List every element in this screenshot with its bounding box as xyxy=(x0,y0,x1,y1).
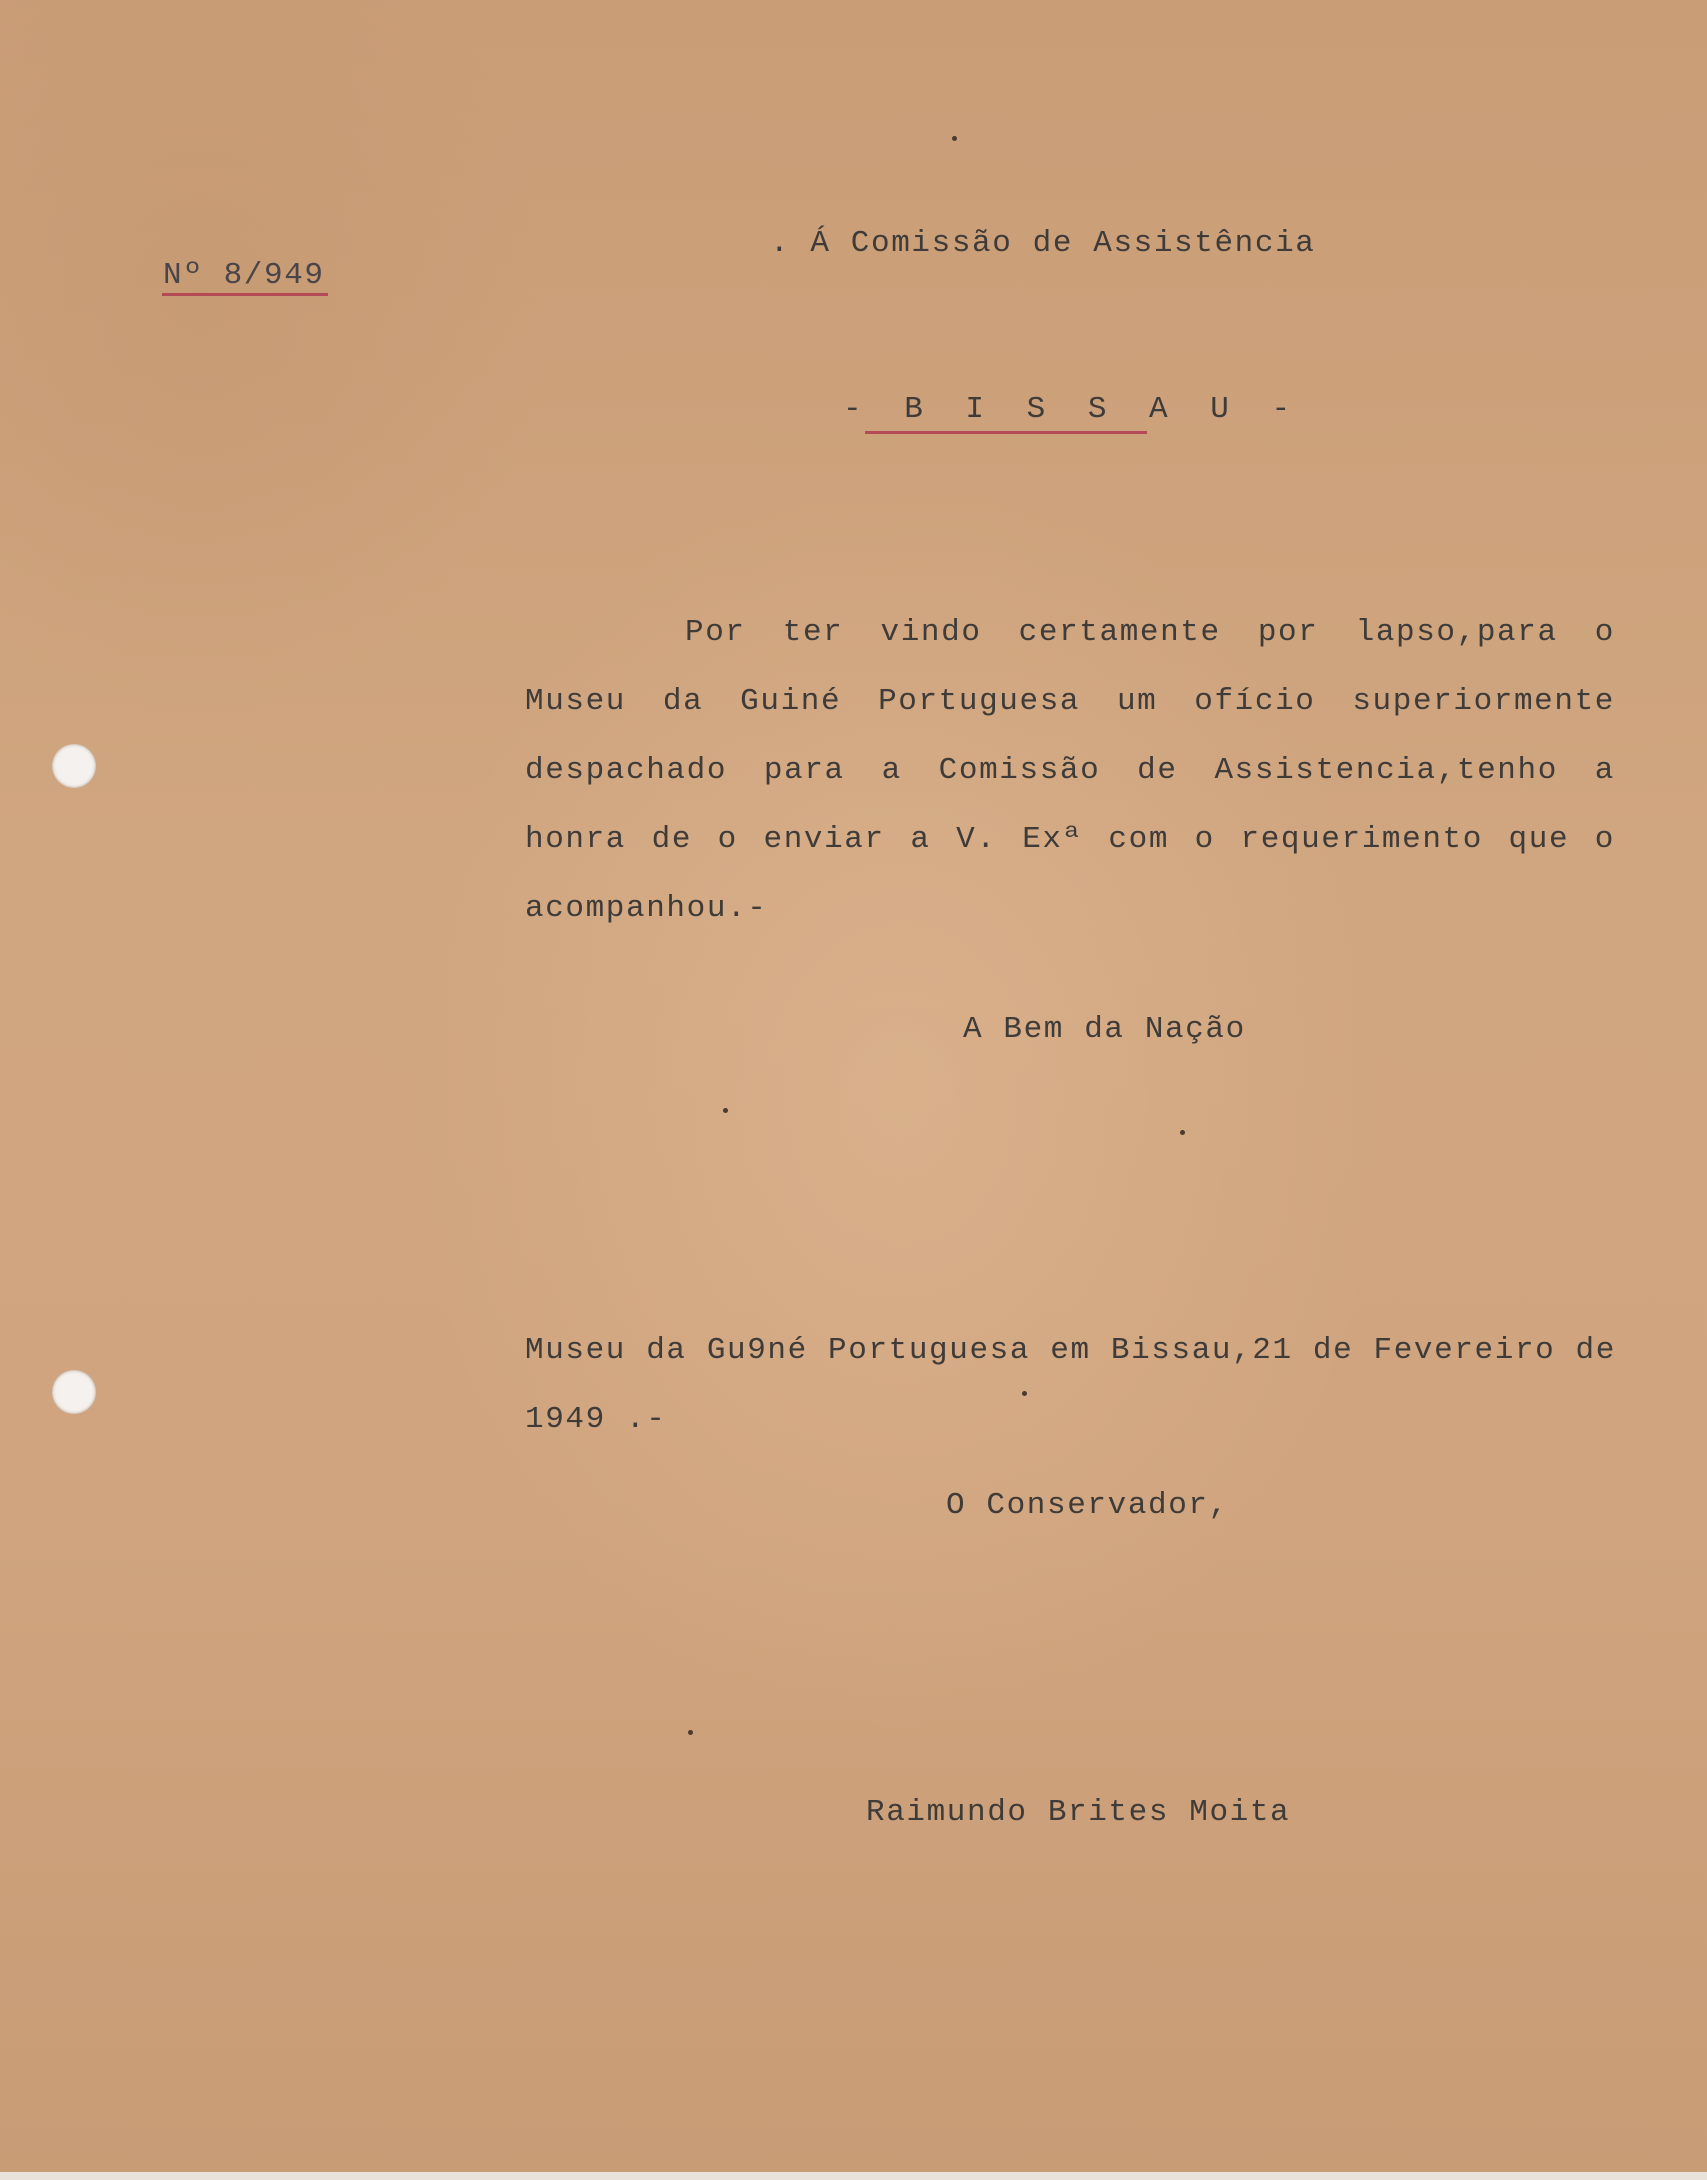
paper-speck xyxy=(1022,1391,1027,1396)
reference-underline xyxy=(162,293,328,296)
reference-number: Nº 8/949 xyxy=(163,258,325,293)
place-and-date: Museu da Gu9né Portuguesa em Bissau,21 de Fevereiro de 1949 .- xyxy=(525,1333,1616,1437)
city-underline xyxy=(865,431,1147,434)
closing-salutation: A Bem da Nação xyxy=(963,1012,1246,1047)
paper-speck xyxy=(1180,1130,1185,1135)
signatory-name: Raimundo Brites Moita xyxy=(866,1795,1291,1830)
paper-speck xyxy=(688,1730,693,1735)
paper-speck xyxy=(952,136,957,141)
punch-hole xyxy=(52,744,96,788)
paper-speck xyxy=(723,1108,728,1113)
city-heading: - B I S S A U - xyxy=(843,392,1303,427)
letter-body: Por ter vindo certamente por lapso,para o Museu da Guiné Portuguesa um ofício superiormente despachado para a Comissão de Assistencia,tenho a honra de o enviar a V. Exª com o requerimento que o acompanhou.- xyxy=(525,615,1615,926)
signatory-title: O Conservador, xyxy=(946,1488,1229,1523)
addressee: . Á Comissão de Assistência xyxy=(770,226,1316,261)
punch-hole xyxy=(52,1370,96,1414)
scan-bottom-edge xyxy=(0,2172,1707,2180)
